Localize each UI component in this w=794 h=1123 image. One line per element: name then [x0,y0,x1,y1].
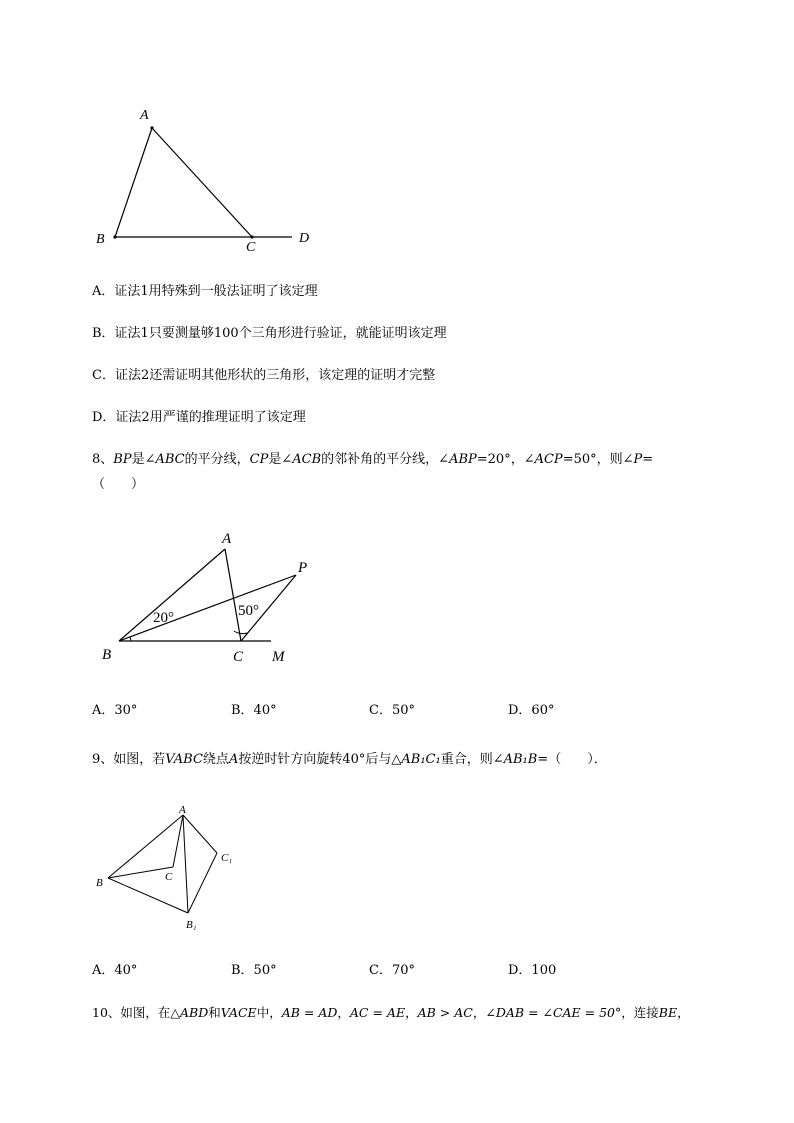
label-b: B [102,647,112,663]
segment-ac1 [183,815,217,853]
q7-option-b: B．证法1只要测量够100个三角形进行验证，就能证明该定理 [92,326,447,341]
segment-ac [152,128,252,237]
label-m: M [272,649,285,665]
segment-ab [115,128,152,237]
segment-ba [119,549,225,641]
q9-option-d: D．100 [508,963,557,978]
q9-option-a: A．40° [92,963,138,978]
label-a: A [179,804,186,816]
q8-option-b: B．40° [231,703,277,718]
q10-stem: 10、如图，在△ABD和VACE中，AB = AD，AC = AE，AB > AC，∠DAB = ∠CAE = 50°，连接BE， [92,1005,690,1020]
label-a: A [140,108,149,123]
q7-option-a: A．证法1用特殊到一般法证明了该定理 [92,284,318,299]
label-b1: B₁ [186,919,197,931]
q8-option-c: C．50° [369,703,415,718]
q9-stem: 9、如图，若VABC绕点A按逆时针方向旋转40°后与△AB₁C₁重合，则∠AB₁B=（ ）． [92,752,607,767]
segment-ac [225,549,241,641]
label-b: B [96,232,105,247]
label-a: A [222,531,232,547]
segment-ab [108,815,183,878]
label-b: B [96,877,103,889]
label-c: C [233,649,244,665]
point-c [250,235,253,238]
figure-rotation [90,800,250,940]
angle-label-50: 50° [238,603,259,619]
label-c: C [165,871,173,883]
segment-bc [108,867,173,878]
label-c: C [246,240,256,255]
q8-option-d: D．60° [508,703,555,718]
q8-answer-paren: （ ） [92,477,145,492]
segment-bp [119,575,296,641]
segment-b1c1 [188,853,217,913]
figure-bisector [95,525,335,670]
figure-triangle-abcd [88,100,328,260]
q9-option-b: B．50° [231,963,277,978]
angle-arc-c [234,631,247,634]
q9-option-c: C．70° [369,963,415,978]
point-a [150,126,153,129]
q8-stem: 8、BP是∠ABC的平分线，CP是∠ACB的邻补角的平分线，∠ABP=20°，∠ACP=50°，则∠P= [92,452,654,467]
segment-ab1 [183,815,188,913]
q7-option-c: C．证法2还需证明其他形状的三角形，该定理的证明才完整 [92,368,436,383]
label-c1: C₁ [221,852,233,864]
angle-label-20: 20° [153,610,174,626]
segment-ac [173,815,183,867]
segment-bb1 [108,878,188,913]
q8-option-a: A．30° [92,703,138,718]
label-d: D [299,231,310,246]
label-p: P [298,560,308,576]
point-b [113,235,116,238]
q7-option-d: D．证法2用严谨的推理证明了该定理 [92,410,306,425]
